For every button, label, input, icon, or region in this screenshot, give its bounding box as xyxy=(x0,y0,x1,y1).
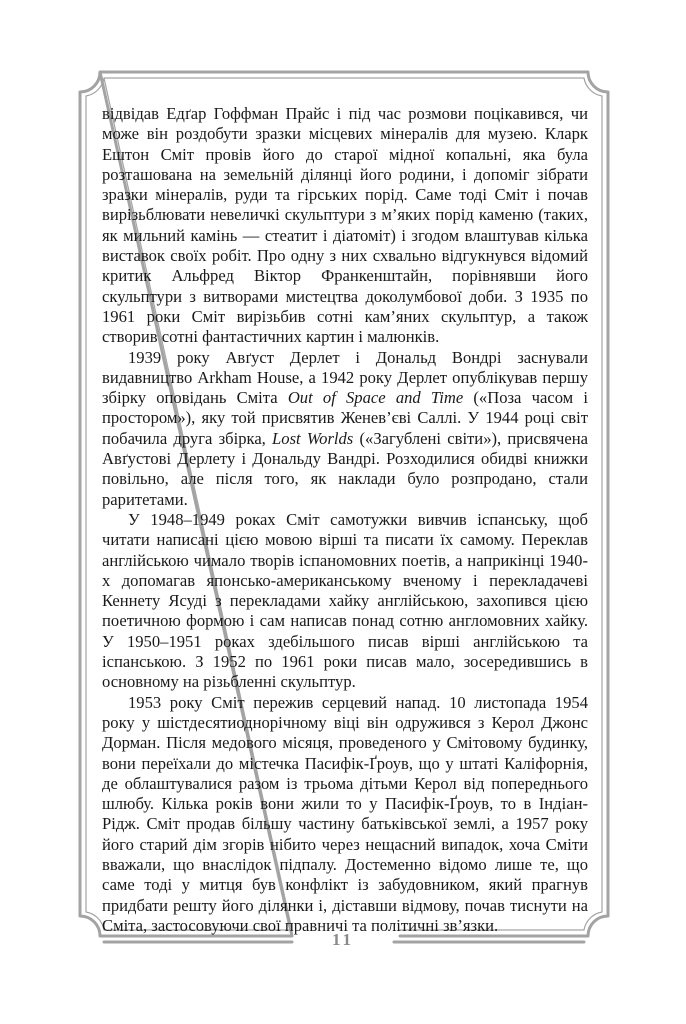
text-segment: («Поза часом і простором»), яку той присвятив Женев’єві Саллі. У 1944 році світ побачила друга збірка, xyxy=(102,388,588,448)
page-number: 11 xyxy=(331,930,355,949)
body-text xyxy=(102,104,588,936)
text-segment: 1939 року Авґуст Дерлет і Дональд Вондрі заснували видавництво Arkham House, а 1942 року Дерлет опублікував першу збірку оповідань Сміта xyxy=(102,347,588,408)
text-segment: У 1948–1949 роках Сміт самотужки вивчив іспанську, щоб читати написані цією мовою вірші та писати їх самому. Переклав англійською чимало творів іспаномовних поетів, а наприкінці 1940-х допомагав японсько-американському вченому і перекладачеві Кеннету Ясуді з перекладами хайку англійською, захопився цією поетичною формою і сам написав понад сотню англомовних хайку. У 1950–1951 роках здебільшого писав вірші англійською та іспанською. З 1952 по 1961 роки писав мало, зосередившись в основному на різьбленні скульптур. xyxy=(102,509,588,692)
paragraph-2 xyxy=(102,348,588,510)
paragraph-4 xyxy=(102,693,588,937)
text-segment: 1953 року Сміт пережив серцевий напад. 10 листопада 1954 року у шістдесятиоднорічному віці він одружився з Керол Джонс Дорман. Після медового місяця, проведеного у Смітовому будинку, вони переїхали до містечка Пасифік-Ґроув, що у штаті Каліфорнія, де облаштувалися разом із трьома дітьми Керол від попереднього шлюбу. Кілька років вони жили то у Пасифік-Ґроув, то в Індіан-Рідж. Сміт продав більшу частину батьківської землі, а 1957 року його старий дім згорів нібито через нещасний випадок, хоча Сміти вважали, що внаслідок підпалу. Достеменно відомо лише те, що саме тоді у митця був конфлікт із забудовником, який прагнув придбати решту його ділянки і, діставши відмову, почав тиснути на Сміта, застосовуючи свої правничі та політичні зв’язки. xyxy=(102,692,588,935)
italic-title: Lost Worlds xyxy=(272,428,354,448)
paragraph-3 xyxy=(102,510,588,693)
paragraph-1 xyxy=(102,104,588,348)
text-segment: («Загублені світи»), присвячена Авґустові Дерлету і Дональду Вандрі. Розходилися обидві книжки повільно, але після того, як наклади було розпродано, стали раритетами. xyxy=(102,428,588,509)
text-segment: відвідав Едґар Гоффман Прайс і під час розмови поцікавився, чи може він роздобути зразки місцевих мінералів для музею. Кларк Ештон Сміт провів його до старої мідної копальні, яка була розташована на земельній ділянці його родини, і допоміг зібрати зразки мінералів, руди та гірських порід. Саме тоді Сміт і почав вирізьблювати невеличкі скульптури з м’яких порід каменю (таких, як мильний камінь — стеатит і діатоміт) і згодом влаштував кілька виставок своїх робіт. Про одну з них схвально відгукнувся відомий критик Альфред Віктор Франкенштайн, порівнявши його скульптури з витворами мистецтва доколумбової доби. З 1935 по 1961 роки Сміт вирізьбив сотні кам’яних скульптур, а також створив сотні фантастичних картин і малюнків. xyxy=(102,104,588,347)
italic-title: Out of Space and Time xyxy=(287,388,464,408)
